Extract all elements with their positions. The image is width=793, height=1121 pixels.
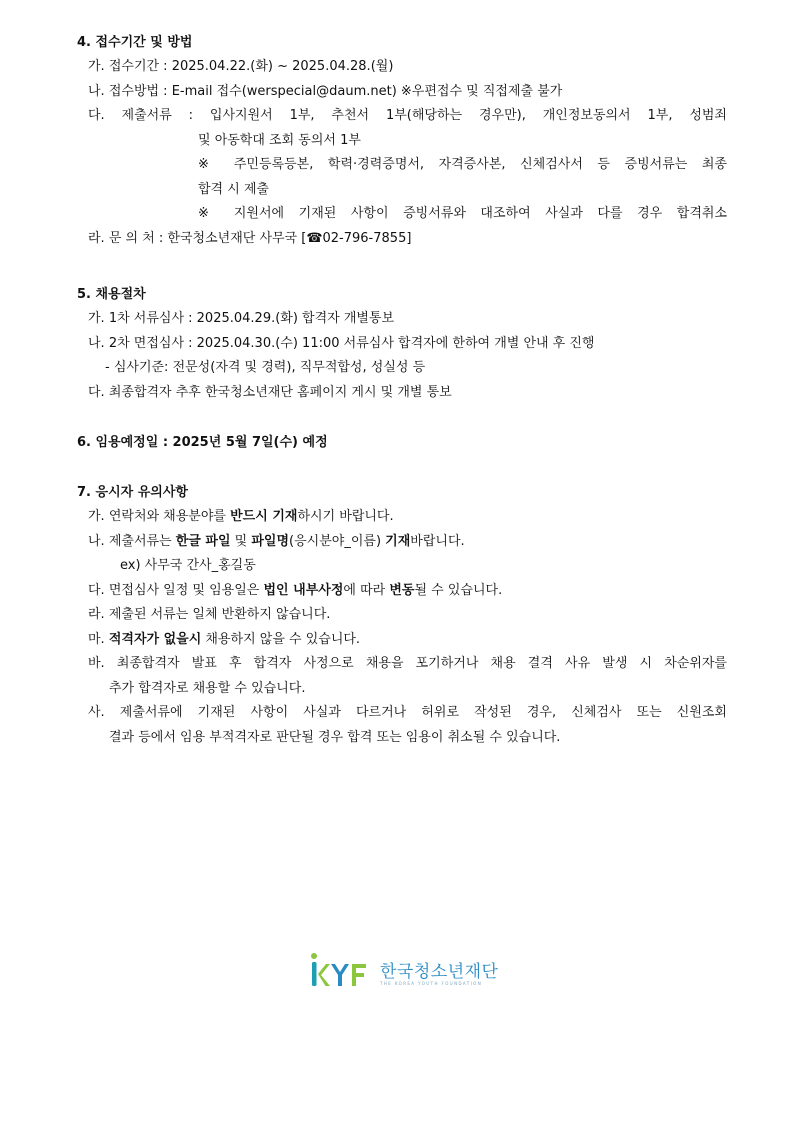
- application-method: 나. 접수방법 : E-mail 접수(werspecial@daum.net) ※우편접수 및 직접제출 불가: [88, 83, 563, 99]
- section-notes: [77, 481, 727, 750]
- required-docs-line-1: 다. 제출서류 : 입사지원서 1부, 추천서 1부(해당하는 경우만), 개인정보동의서 1부, 성범죄: [88, 108, 727, 123]
- procedure-criteria: - 심사기준: 전문성(자격 및 경력), 직무적합성, 성실성 등: [105, 360, 426, 375]
- note-na-example: ex) 사무국 간사_홍길동: [120, 558, 256, 573]
- note-ga: [77, 505, 727, 530]
- foundation-logo: [310, 951, 500, 991]
- section-start-date: [77, 431, 727, 455]
- section-procedure: [77, 283, 727, 405]
- procedure-step-1: 가. 1차 서류심사 : 2025.04.29.(화) 합격자 개별통보: [88, 311, 395, 326]
- required-docs-note-1-cont: 합격 시 제출: [198, 181, 270, 197]
- contact-info: 라. 문 의 처 : 한국청소년재단 사무국 [☎02-796-7855]: [88, 230, 412, 246]
- note-text: 나. 제출서류는: [88, 533, 176, 549]
- note-text: 하시기 바랍니다.: [297, 509, 394, 524]
- note-bold: 파일명: [251, 533, 290, 549]
- section-application: [77, 31, 727, 251]
- section-title: 6. 임용예정일 : 2025년 5월 7일(수) 예정: [77, 435, 328, 450]
- note-text: 바랍니다.: [410, 533, 465, 549]
- note-text: 마.: [88, 631, 109, 647]
- note-na: [77, 530, 727, 555]
- section-title: 5. 채용절차: [77, 287, 146, 302]
- note-bold: 법인 내부사정: [263, 582, 344, 598]
- logo-english-text: THE KOREA YOUTH FOUNDATION: [380, 981, 483, 986]
- note-bold: 기재: [385, 533, 411, 549]
- note-da: [77, 579, 727, 604]
- note-text: 및: [230, 533, 252, 549]
- note-sa-line-2: 결과 등에서 임용 부적격자로 판단될 경우 합격 또는 임용이 취소될 수 있습니다.: [109, 729, 561, 745]
- note-bold: 적격자가 없을시: [108, 631, 202, 647]
- note-text: (응시분야_이름): [289, 533, 386, 549]
- note-text: 에 따라: [343, 582, 390, 598]
- note-bold: 반드시 기재: [230, 509, 298, 524]
- section-title: 7. 응시자 유의사항: [77, 485, 188, 500]
- application-period: 가. 접수기간 : 2025.04.22.(화) ~ 2025.04.28.(월): [88, 59, 394, 74]
- required-docs-note-2: ※ 지원서에 기재된 사항이 증빙서류와 대조하여 사실과 다를 경우 합격취소: [198, 206, 727, 221]
- note-ra: 라. 제출된 서류는 일체 반환하지 않습니다.: [88, 607, 331, 622]
- section-title: 4. 접수기간 및 방법: [77, 35, 193, 50]
- required-docs-note-1: ※ 주민등록등본, 학력·경력증명서, 자격증사본, 신체검사서 등 증빙서류는 최종: [198, 157, 727, 172]
- kyf-logo-icon: [310, 951, 374, 991]
- note-sa-line-1: 사. 제출서류에 기재된 사항이 사실과 다르거나 허위로 작성된 경우, 신체검사 또는 신원조회: [88, 705, 727, 720]
- note-bold: 변동: [389, 582, 415, 598]
- procedure-step-2: 나. 2차 면접심사 : 2025.04.30.(수) 11:00 서류심사 합격자에 한하여 개별 안내 후 진행: [88, 335, 595, 351]
- note-ba-line-1: 바. 최종합격자 발표 후 합격자 사정으로 채용을 포기하거나 채용 결격 사유 발생 시 차순위자를: [88, 656, 727, 671]
- note-bold: 한글 파일: [175, 533, 231, 549]
- note-ma: [77, 628, 727, 653]
- note-text: 채용하지 않을 수 있습니다.: [201, 631, 361, 647]
- note-text: 가. 연락처와 채용분야를: [88, 509, 231, 524]
- logo-korean-text: 한국청소년재단: [380, 962, 499, 982]
- note-text: 다. 면접심사 일정 및 임용일은: [88, 582, 264, 598]
- note-ba-line-2: 추가 합격자로 채용할 수 있습니다.: [109, 680, 306, 696]
- required-docs-line-2: 및 아동학대 조회 동의서 1부: [198, 132, 361, 148]
- procedure-step-3: 다. 최종합격자 추후 한국청소년재단 홈페이지 게시 및 개별 통보: [88, 384, 452, 400]
- note-text: 될 수 있습니다.: [414, 582, 503, 598]
